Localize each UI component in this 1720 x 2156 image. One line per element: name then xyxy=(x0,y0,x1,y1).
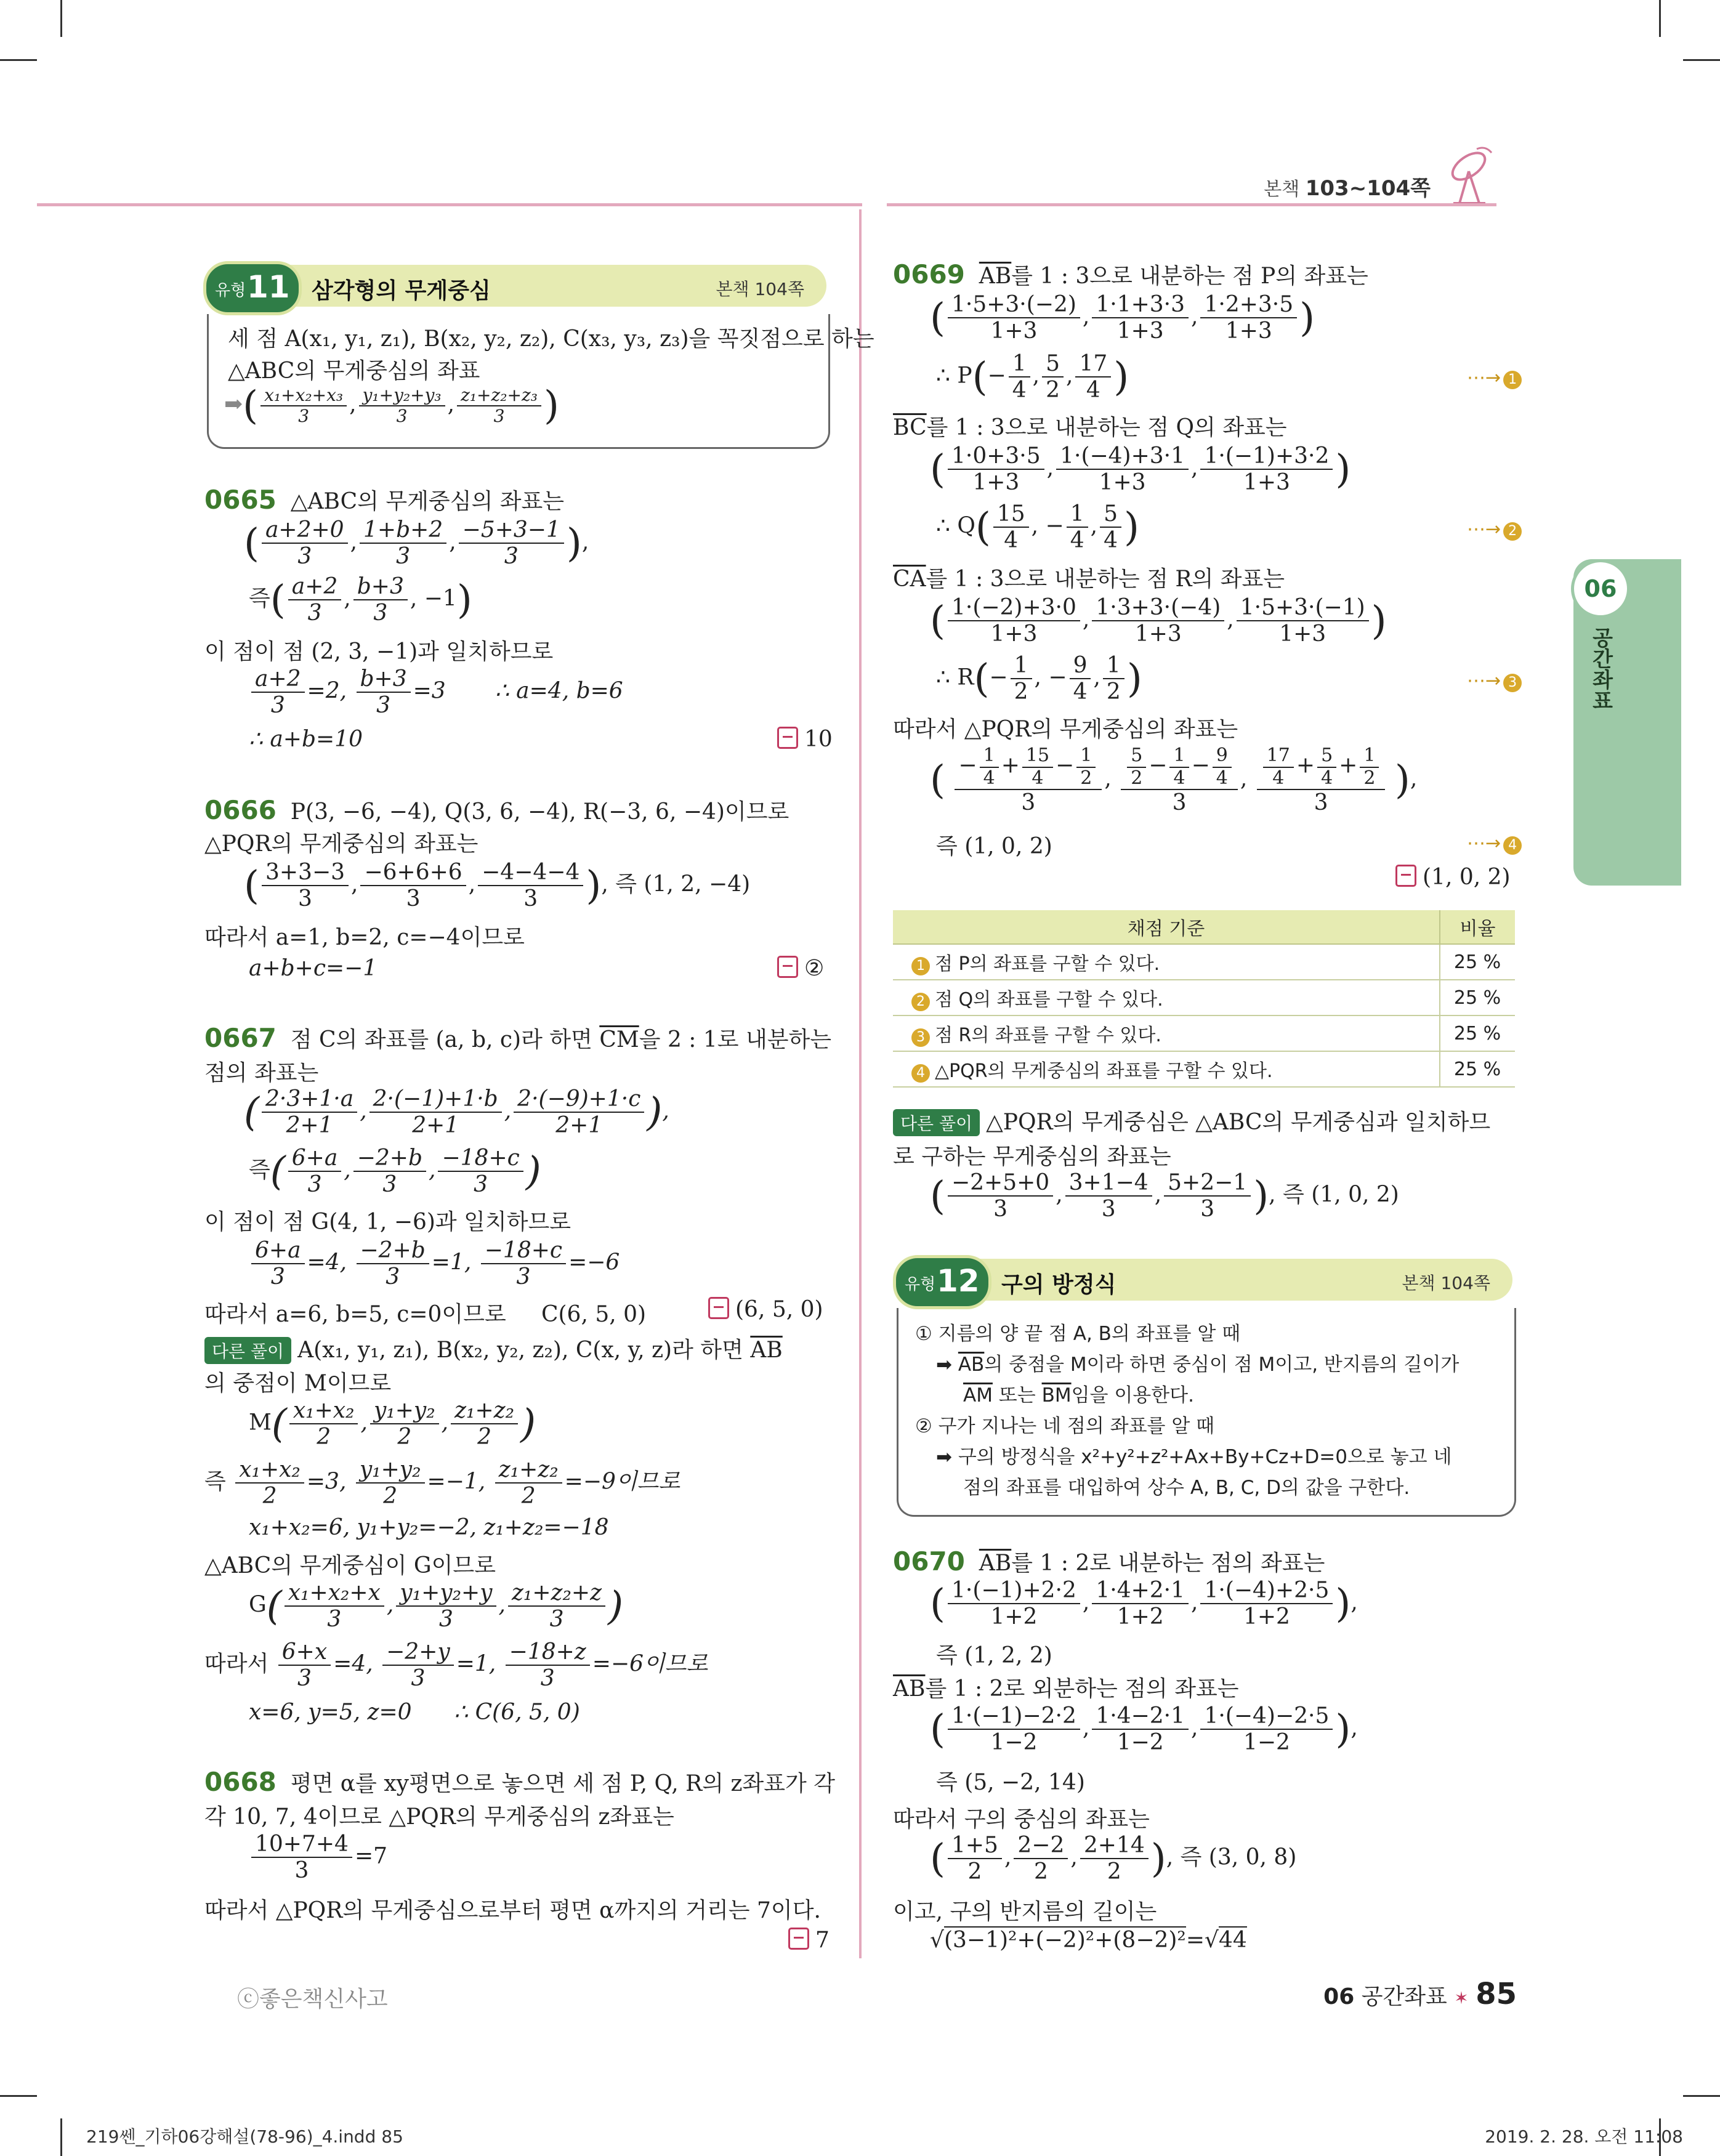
step-marker-2: ⋯→ 2 xyxy=(1467,519,1522,541)
p0667-o6: △ABC의 무게중심이 G이므로 xyxy=(204,1553,496,1578)
p0669-r-intro: $\overline{CA}$를 1 : 3으로 내분하는 점 R의 좌표는 xyxy=(893,567,1285,592)
type-12-heading xyxy=(897,1259,1512,1301)
p0665-line3: 이 점이 점 (2, 3, −1)과 일치하므로 xyxy=(204,639,554,664)
type12-line5: ➡ 구의 방정식을 x²+y²+z²+Ax+By+Cz+D=0으로 놓고 네 xyxy=(936,1446,1452,1468)
table-row: 1 점 P의 좌표를 구할 수 있다. 25 % xyxy=(893,944,1515,980)
grading-ratio-header: 비율 xyxy=(1440,910,1515,944)
p0665-equations: $\frac{a+2}{3}$ =2, $\frac{b+3}{3}$ =3 ∴ a=4, b=6 xyxy=(249,666,623,719)
p0669-r-result: ∴ R(− $\frac{1}{2}$ , − $\frac{9}{4}$ , $\frac{1}{2}$ ) xyxy=(936,653,1142,705)
type11-line1: 세 점 A(x₁, y₁, z₁), B(x₂, y₂, z₂), C(x₃, y₃, z₃)을 꼭짓점으로 하는 xyxy=(228,326,874,352)
type12-line3: $\overline{AM}$ 또는 $\overline{BM}$임을 이용한다. xyxy=(963,1384,1194,1407)
type-ref: 본책 104쪽 xyxy=(716,279,804,299)
type12-line4: ② 구가 지나는 네 점의 좌표를 알 때 xyxy=(915,1415,1215,1437)
grading-criterion-header: 채점 기준 xyxy=(893,910,1440,944)
p0669-p-result: ∴ P(− $\frac{1}{4}$ , $\frac{5}{2}$ , $\frac{17}{4}$ ) xyxy=(936,351,1129,403)
chapter-label: 공간좌표 xyxy=(1588,627,1613,711)
p0665-formula1: ( $\frac{a+2+0}{3}$ , $\frac{1+b+2}{3}$ , $\frac{-5+3-1}{3}$ ), xyxy=(244,517,589,570)
print-slug-date: 2019. 2. 28. 오전 11:08 xyxy=(1485,2126,1683,2147)
type11-formula: ➡( $\frac{\text{x₁+x₂+x₃}}{3}$ , $\frac{\text{y₁+y₂+y₃}}{3}$ , $\frac{\text{z₁+z₂+z₃}}{3}$ ) xyxy=(224,383,559,429)
p0667-o5: x₁+x₂=6, y₁+y₂=−2, z₁+z₂=−18 xyxy=(249,1515,609,1540)
grading-header-row xyxy=(893,910,1515,944)
answer-icon xyxy=(777,956,798,978)
p0667-line7: 따라서 a=6, b=5, c=0이므로 C(6, 5, 0) xyxy=(204,1302,647,1327)
table-row: 4 △PQR의 무게중심의 좌표를 구할 수 있다. 25 % xyxy=(893,1051,1515,1087)
p0670-l3: 따라서 구의 중심의 좌표는 xyxy=(893,1807,1150,1832)
other-solution-badge: 다른 풀이 xyxy=(204,1337,291,1364)
type12-line6: 점의 좌표를 대입하여 상수 A, B, C, D의 값을 구한다. xyxy=(963,1477,1410,1499)
p0669-q-formula: ( $\frac{1\cdot 0+3\cdot 5}{1+3}$ , $\frac{1\cdot(-4)+3\cdot 1}{1+3}$ , $\frac{1\cdot(-1)+3\cdot 2}{1+3}$ ) xyxy=(930,443,1351,496)
table-row: 2 점 Q의 좌표를 구할 수 있다. 25 % xyxy=(893,980,1515,1015)
answer-icon xyxy=(1395,865,1416,887)
p0667-line5: 이 점이 점 G(4, 1, −6)과 일치하므로 xyxy=(204,1209,571,1235)
type-badge: 유형 11 xyxy=(203,261,302,315)
header-page-ref: 본책 103~104쪽 xyxy=(1264,176,1431,201)
problem-0666: 0666 P(3, −6, −4), Q(3, 6, −4), R(−3, 6, −4)이므로 xyxy=(204,795,789,825)
p0669-r-formula: ( $\frac{1\cdot(-2)+3\cdot 0}{1+3}$ , $\frac{1\cdot 3+3\cdot(-4)}{1+3}$ , $\frac{1\cdot 5+3\cdot(-1)}{1+3}$ ) xyxy=(930,595,1387,647)
p0670-l4: 이고, 구의 반지름의 길이는 xyxy=(893,1899,1157,1924)
answer-0665: 10 xyxy=(777,727,833,752)
step-marker-3: ⋯→ 3 xyxy=(1467,670,1522,692)
problem-0667: 0667 점 C의 좌표를 (a, b, c)라 하면 $\overline{CM}$을 2 : 1로 내분하는 xyxy=(204,1023,832,1053)
page-footer: 06 공간좌표 ✶ 85 xyxy=(1323,1977,1517,2011)
type-ref: 본책 104쪽 xyxy=(1402,1273,1490,1293)
p0666-line5: a+b+c=−1 xyxy=(249,956,378,981)
crop-mark xyxy=(0,2095,37,2097)
p0669-q-result: ∴ Q( $\frac{15}{4}$ , − $\frac{1}{4}$ , $\frac{5}{4}$ ) xyxy=(936,501,1139,554)
p0667-line2: 점의 좌표는 xyxy=(204,1060,319,1086)
copyright: ⓒ좋은책신사고 xyxy=(237,1987,388,2012)
type12-line2: ➡ $\overline{AB}$의 중점을 M이라 하면 중심이 점 M이고, 반지름의 길이가 xyxy=(936,1354,1460,1376)
crop-mark xyxy=(1683,59,1720,61)
crop-mark xyxy=(60,0,62,37)
other-solution-badge: 다른 풀이 xyxy=(893,1109,980,1136)
p0666-line4: 따라서 a=1, b=2, c=−4이므로 xyxy=(204,925,525,950)
p0667-o2: 의 중점이 M이므로 xyxy=(204,1371,392,1396)
p0665-formula2: 즉( $\frac{a+2}{3}$ , $\frac{b+3}{3}$ , −1) xyxy=(249,574,472,626)
crop-mark xyxy=(1683,2095,1720,2097)
type-title: 구의 방정식 xyxy=(1001,1272,1116,1298)
answer-0668: 7 xyxy=(788,1928,830,1953)
p0668-formula: $\frac{10+7+4}{3}$ =7 xyxy=(249,1831,387,1884)
type-11-heading xyxy=(207,265,826,307)
p0668-line4: 따라서 △PQR의 무게중심으로부터 평면 α까지의 거리는 7이다. xyxy=(204,1898,821,1923)
problem-0665: 0665 △ABC의 무게중심의 좌표는 xyxy=(204,485,565,515)
p0670-r1: 즉 (1, 2, 2) xyxy=(936,1643,1052,1668)
p0669-centroid-formula: ( − $\frac{1}{4}$ + $\frac{15}{4}$ − $\frac{1}{2}$ 3 , $\frac{5}{2}$ − $\frac{1}{4}$ − $\frac{9}{4}$ 3 , $\frac{17}{4}$ + $\frac{5}{4}$ + $\frac{1}{2}$ 3 ), xyxy=(930,745,1418,815)
answer-0667: (6, 5, 0) xyxy=(708,1297,823,1322)
type11-line2: △ABC의 무게중심의 좌표 xyxy=(228,358,480,384)
p0668-line2: 각 10, 7, 4이므로 △PQR의 무게중심의 z좌표는 xyxy=(204,1804,674,1830)
p0667-formula2: 즉( $\frac{6+a}{3}$ , $\frac{-2+b}{3}$ , $\frac{-18+c}{3}$ ) xyxy=(249,1145,541,1198)
p0667-o8: 따라서 $\frac{6+x}{3}$ =4, $\frac{-2+y}{3}$ =1, $\frac{-18+z}{3}$ =−6이므로 xyxy=(204,1639,708,1692)
p0669-p-formula: ( $\frac{1\cdot 5+3\cdot(-2)}{1+3}$ , $\frac{1\cdot 1+3\cdot 3}{1+3}$ , $\frac{1\cdot 2+3\cdot 5}{1+3}$ ) xyxy=(930,292,1315,344)
table-row: 3 점 R의 좌표를 구할 수 있다. 25 % xyxy=(893,1015,1515,1051)
p0670-center-formula: ( $\frac{1+5}{2}$ , $\frac{2-2}{2}$ , $\frac{2+14}{2}$ ), 즉 (3, 0, 8) xyxy=(930,1833,1297,1885)
p0669-other-solution: 다른 풀이 △PQR의 무게중심은 △ABC의 무게중심과 일치하므 xyxy=(893,1105,1490,1136)
step-marker-4: ⋯→ 4 xyxy=(1467,833,1522,855)
p0667-other-solution: 다른 풀이 A(x₁, y₁, z₁), B(x₂, y₂, z₂), C(x, y, z)라 하면 $\overline{AB}$ xyxy=(204,1333,783,1364)
problem-0668: 0668 평면 α를 xy평면으로 놓으면 세 점 P, Q, R의 z좌표가 각 xyxy=(204,1767,835,1797)
problem-0670: 0670 $\overline{AB}$를 1 : 2로 내분하는 점의 좌표는 xyxy=(893,1546,1325,1577)
step-marker-1: ⋯→ 1 xyxy=(1467,367,1522,389)
chapter-side-tab xyxy=(1573,559,1681,886)
p0667-formula1: ( $\frac{2\cdot 3+1\cdot a}{2+1}$ , $\frac{2\cdot(-1)+1\cdot b}{2+1}$ , $\frac{2\cdot(-9)+1\cdot c}{2+1}$ ), xyxy=(244,1086,669,1139)
p0667-g-formula: G( $\frac{\text{x₁+x₂+x}}{3}$ , $\frac{\text{y₁+y₂+y}}{3}$ , $\frac{\text{z₁+z₂+z}}{3}$ ) xyxy=(249,1580,624,1633)
crop-mark xyxy=(0,59,37,61)
p0670-r2: 즉 (5, −2, 14) xyxy=(936,1770,1085,1795)
p0667-m-formula: M( $\frac{\text{x₁+x₂}}{2}$ , $\frac{\text{y₁+y₂}}{2}$ , $\frac{\text{z₁+z₂}}{2}$ ) xyxy=(249,1398,536,1450)
p0667-o4: 즉 $\frac{\text{x₁+x₂}}{2}$ =3, $\frac{\text{y₁+y₂}}{2}$ =−1, $\frac{\text{z₁+z₂}}{2}$ =−9이므로 xyxy=(204,1457,680,1509)
type-title: 삼각형의 무게중심 xyxy=(312,278,491,304)
p0669-other-formula: ( $\frac{-2+5+0}{3}$ , $\frac{3+1-4}{3}$ , $\frac{5+2-1}{3}$ ), 즉 (1, 0, 2) xyxy=(930,1170,1399,1222)
print-slug-file: 219쎈_기하06강해설(78-96)_4.indd 85 xyxy=(86,2126,403,2147)
type12-line1: ① 지름의 양 끝 점 A, B의 좌표를 알 때 xyxy=(915,1323,1241,1345)
p0670-radius: √(3−1)²+(−2)²+(8−2)²=√44 xyxy=(930,1928,1247,1953)
p0666-formula: ( $\frac{3+3-3}{3}$ , $\frac{-6+6+6}{3}$ , $\frac{-4-4-4}{3}$ ), 즉 (1, 2, −4) xyxy=(244,860,751,912)
p0666-line2: △PQR의 무게중심의 좌표는 xyxy=(204,831,478,857)
column-divider xyxy=(859,209,862,1958)
header-rule xyxy=(887,203,1496,206)
answer-icon xyxy=(777,727,798,749)
p0669-other-l2: 로 구하는 무게중심의 좌표는 xyxy=(893,1144,1171,1169)
grading-table xyxy=(893,910,1515,1088)
chapter-number: 06 xyxy=(1571,559,1630,618)
p0669-result: 즉 (1, 0, 2) xyxy=(936,834,1052,859)
problem-0669: 0669 $\overline{AB}$를 1 : 3으로 내분하는 점 P의 좌표는 xyxy=(893,259,1368,289)
answer-icon xyxy=(708,1297,729,1319)
answer-0669: (1, 0, 2) xyxy=(1395,865,1511,890)
header-rule xyxy=(37,203,862,206)
p0669-centroid-intro: 따라서 △PQR의 무게중심의 좌표는 xyxy=(893,717,1238,742)
p0667-equations: $\frac{6+a}{3}$ =4, $\frac{-2+b}{3}$ =1, $\frac{-18+c}{3}$ =−6 xyxy=(249,1238,620,1290)
crop-mark xyxy=(1659,0,1661,37)
type-badge: 유형 12 xyxy=(893,1255,991,1309)
answer-0666: ② xyxy=(777,956,824,981)
answer-icon xyxy=(788,1928,809,1950)
p0669-q-intro: $\overline{BC}$를 1 : 3으로 내분하는 점 Q의 좌표는 xyxy=(893,415,1287,440)
satellite-icon xyxy=(1441,142,1496,209)
p0670-ext-intro: $\overline{AB}$를 1 : 2로 외분하는 점의 좌표는 xyxy=(893,1676,1239,1702)
p0665-sum: ∴ a+b=10 xyxy=(249,727,363,752)
p0670-internal-formula: ( $\frac{1\cdot(-1)+2\cdot 2}{1+2}$ , $\frac{1\cdot 4+2\cdot 1}{1+2}$ , $\frac{1\cdot(-4)+2\cdot 5}{1+2}$ ), xyxy=(930,1578,1358,1630)
crop-mark xyxy=(60,2118,62,2156)
p0667-o9: x=6, y=5, z=0 ∴ C(6, 5, 0) xyxy=(249,1700,580,1725)
p0670-external-formula: ( $\frac{1\cdot(-1)-2\cdot 2}{1-2}$ , $\frac{1\cdot 4-2\cdot 1}{1-2}$ , $\frac{1\cdot(-4)-2\cdot 5}{1-2}$ ), xyxy=(930,1703,1358,1756)
